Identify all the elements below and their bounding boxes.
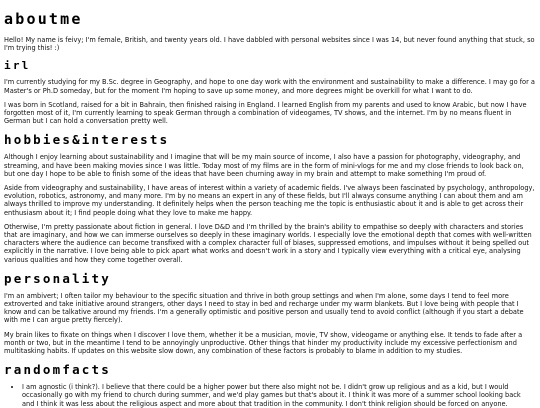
personality-paragraph-1: I'm an ambivert; I often tailor my behaviour to the specific situation and thrive in both group settings and when I'm alone, some days I tend to feel more extroverted and take initiative around strangers, other days I need to stay in bed and recharge under my warm blankets. But I love being with people that I know and can be talkative around my friends. I'm a generally optimistic and positive person and usually tend to avoid conflict (although if you start a debate with me I can argue pretty fiercely).: [4, 291, 524, 325]
irl-paragraph-2: I was born in Scotland, raised for a bit in Bahrain, then finished raising in England. I learned English from my parents and used to know Arabic, but now I have forgotten most of it, I'm currently learning to speak German through a combination of videogames, TV shows, and the internet. I'm by no means fluent in German but I can hold a conversation pretty well.: [4, 100, 527, 126]
randomfacts-heading: randomfacts: [4, 362, 111, 378]
about-heading: aboutme: [4, 10, 83, 28]
about-intro: Hello! My name is feivy; I'm female, British, and twenty years old. I have dabbled with personal websites since I was 14, but never found anything that stuck, so I'm trying this! :): [4, 36, 535, 53]
personality-heading: personality: [4, 270, 111, 286]
hobbies-paragraph-2: Aside from videography and sustainability, I have areas of interest within a variety of academic fields. I've always been fascinated by psychology, anthropology, evolution, robotics, astronomy, and many more. I'm by no means an expert in any of these fields, but I'll always consume anything I can about them and am always thrilled to improve my understanding. It definitely helps when the person teaching me the topic is enthusiastic about it and is able to get across their enthusiasm about it; I find people doing what they love to make me happy.: [4, 184, 535, 217]
hobbies-heading: hobbies&interests: [4, 132, 170, 148]
irl-paragraph-1: I'm currently studying for my B.Sc. degree in Geography, and hope to one day work with the environment and sustainability to make a difference. I may go for a Master's or Ph.D someday, but for the moment I'm hoping to save up some money, and more degrees might be overkill for what I want to do.: [4, 78, 535, 95]
hobbies-paragraph-1: Although I enjoy learning about sustainability and I imagine that will be my main source of income, I also have a passion for photography, videography, and streaming, and have been making movies since I was little. Today most of my films are in the form of mini-vlogs for me and my close friends to look back on, but one day I hope to be able to finish some of the ideas that have been churning away in my brain and attempt to make something I'm proud of.: [4, 153, 524, 178]
list-item: • I am agnostic (i think?). I believe that there could be a higher power but there also might not be. I didn't grow up religious and as a kid, but I would occasionally go with my friend to church during summer, and we'd play games but that's about it. I think it was more of a summer school looking back and I think it was less about the religious aspect and more about that tradition in the community. I don't think religion should be forced on anyone.: [22, 383, 535, 408]
irl-heading: irl: [4, 59, 31, 73]
randomfacts-list: [4, 383, 535, 408]
personality-paragraph-2: My brain likes to fixate on things when I discover I love them, whether it be a musician, movie, TV show, videogame or anything else. It tends to fade after a month or two, but in the meantime I tend to be annoyingly unproductive. Other things that hinder my productivity include my excessive perfectionism and multitasking habits. If updates on this website slow down, any combination of these factors is probably to blame in addition to my studies.: [4, 330, 523, 356]
hobbies-paragraph-3: Otherwise, I'm pretty passionate about fiction in general. I love D&D and I'm thrilled by the brain's ability to empathise so deeply with characters and stories that are imaginary, and how we can immerse ourselves so deeply in these imaginary worlds. I especially love the emotional depth that comes with well-written characters where the audience can become transfixed with a complex character full of biases, suppressed emotions, and impulses without it being spelled out explicitly in the narrative. I love being able to pick apart what works and doesn't work in a story and I typically view everything with a critical eye, analysing various qualities and how they come together overall.: [4, 222, 532, 264]
